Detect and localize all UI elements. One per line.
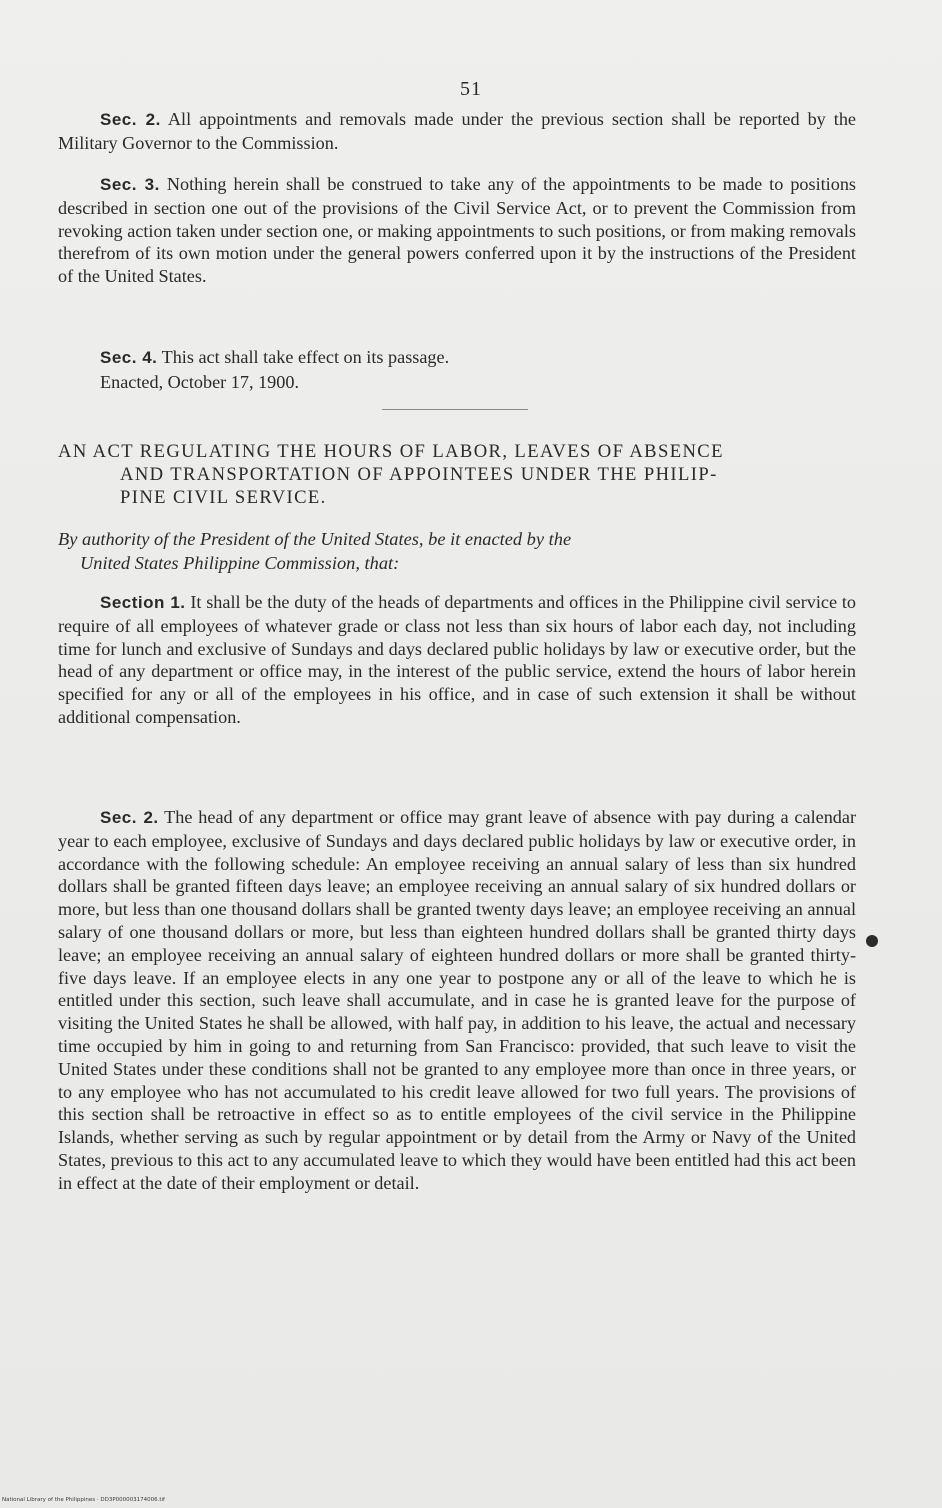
sec2-paragraph [58, 108, 856, 155]
section2-text: The head of any department or office may grant leave of absence with pay during a calendar year to each employee, exclusive of Sundays and days declared public holidays by law or executive order, in accordance with the following schedule: An employee receiving an annual salary of less than six hundred dollars shall be granted fifteen days leave; an employee receiving an annual salary of six hundred dollars or more, but less than one thousand dollars shall be granted twenty days leave; an employee receiving an annual salary of one thousand dollars or more, but less than eighteen hundred dollars shall be granted thirty days leave; an employee receiving an annual salary of eighteen hundred dollars or more shall be granted thirty-five days leave. If an employee elects in any one year to postpone any or all of the leave to which he is entitled under this section, such leave shall accumulate, and in case he is granted leave for the purpose of visiting the United States he shall be allowed, with half pay, in addition to his leave, the actual and necessary time occupied by him in going to and returning from San Francisco: provided, that such leave to visit the United States under these conditions shall not be granted to any employee more than once in three years, or to any employee who has not accumulated to his credit leave allowed for two full years. The provisions of this section shall be retroactive in effect so as to entitle employees of the civil service in the Philippine Islands, whether serving as such by regular appointment or by detail from the Army or Navy of the United States, previous to this act to any accumulated leave to which they would have been entitled had this act been in effect at the date of their employment or detail. [58, 807, 857, 1193]
sec4-label: Sec. 4. [100, 348, 158, 367]
act-title [58, 440, 858, 509]
scan-footer: National Library of the Philippines · DD3P000003174006.tif [2, 1497, 165, 1503]
section1-paragraph [58, 591, 856, 729]
act-title-line1: AN ACT REGULATING THE HOURS OF LABOR, LEAVES OF ABSENCE [58, 441, 724, 462]
act-title-line2: AND TRANSPORTATION OF APPOINTEES UNDER THE PHILIP- [120, 464, 718, 485]
sec2-label: Sec. 2. [100, 110, 161, 129]
section2-label: Sec. 2. [100, 808, 159, 827]
enacted-line: Enacted, October 17, 1900. [100, 372, 299, 392]
section-divider [382, 409, 528, 410]
sec2-text: All appointments and removals made under the previous section shall be reported by the Military Governor to the Commission. [58, 109, 857, 153]
section2-paragraph [58, 806, 856, 1195]
ink-speck [866, 935, 878, 947]
sec3-paragraph [58, 173, 856, 288]
act-title-line3: PINE CIVIL SERVICE. [120, 487, 327, 508]
sec3-text: Nothing herein shall be construed to take any of the appointments to be made to positions described in section one out of the provisions of the Civil Service Act, or to prevent the Commission from revoking action taken under section one, or making appointments to such positions, or from making removals therefrom of its own motion under the general powers conferred upon it by the instructions of the President of the United States. [58, 174, 857, 287]
section1-text: It shall be the duty of the heads of departments and offices in the Philippine civil service to require of all employees of whatever grade or class not less than six hours of labor each day, not including time for lunch and exclusive of Sundays and days declared public holidays by law or executive order, but the head of any department or office may, in the interest of the public service, extend the hours of labor herein specified for any or all of the employees in his office, and in case of such extension it shall be without additional compensation. [58, 592, 856, 727]
section1-label: Section 1. [100, 593, 186, 612]
sec4-text: This act shall take effect on its passage. [161, 347, 450, 367]
page-number: 51 [460, 78, 482, 100]
sec4-paragraph [58, 346, 856, 370]
enacting-clause-line2: United States Philippine Commission, that: [80, 552, 400, 573]
enacting-clause-line1: By authority of the President of the United States, be it enacted by the [58, 529, 572, 549]
sec3-label: Sec. 3. [100, 175, 160, 194]
enacting-clause [58, 528, 858, 575]
enacted-paragraph [58, 371, 856, 394]
